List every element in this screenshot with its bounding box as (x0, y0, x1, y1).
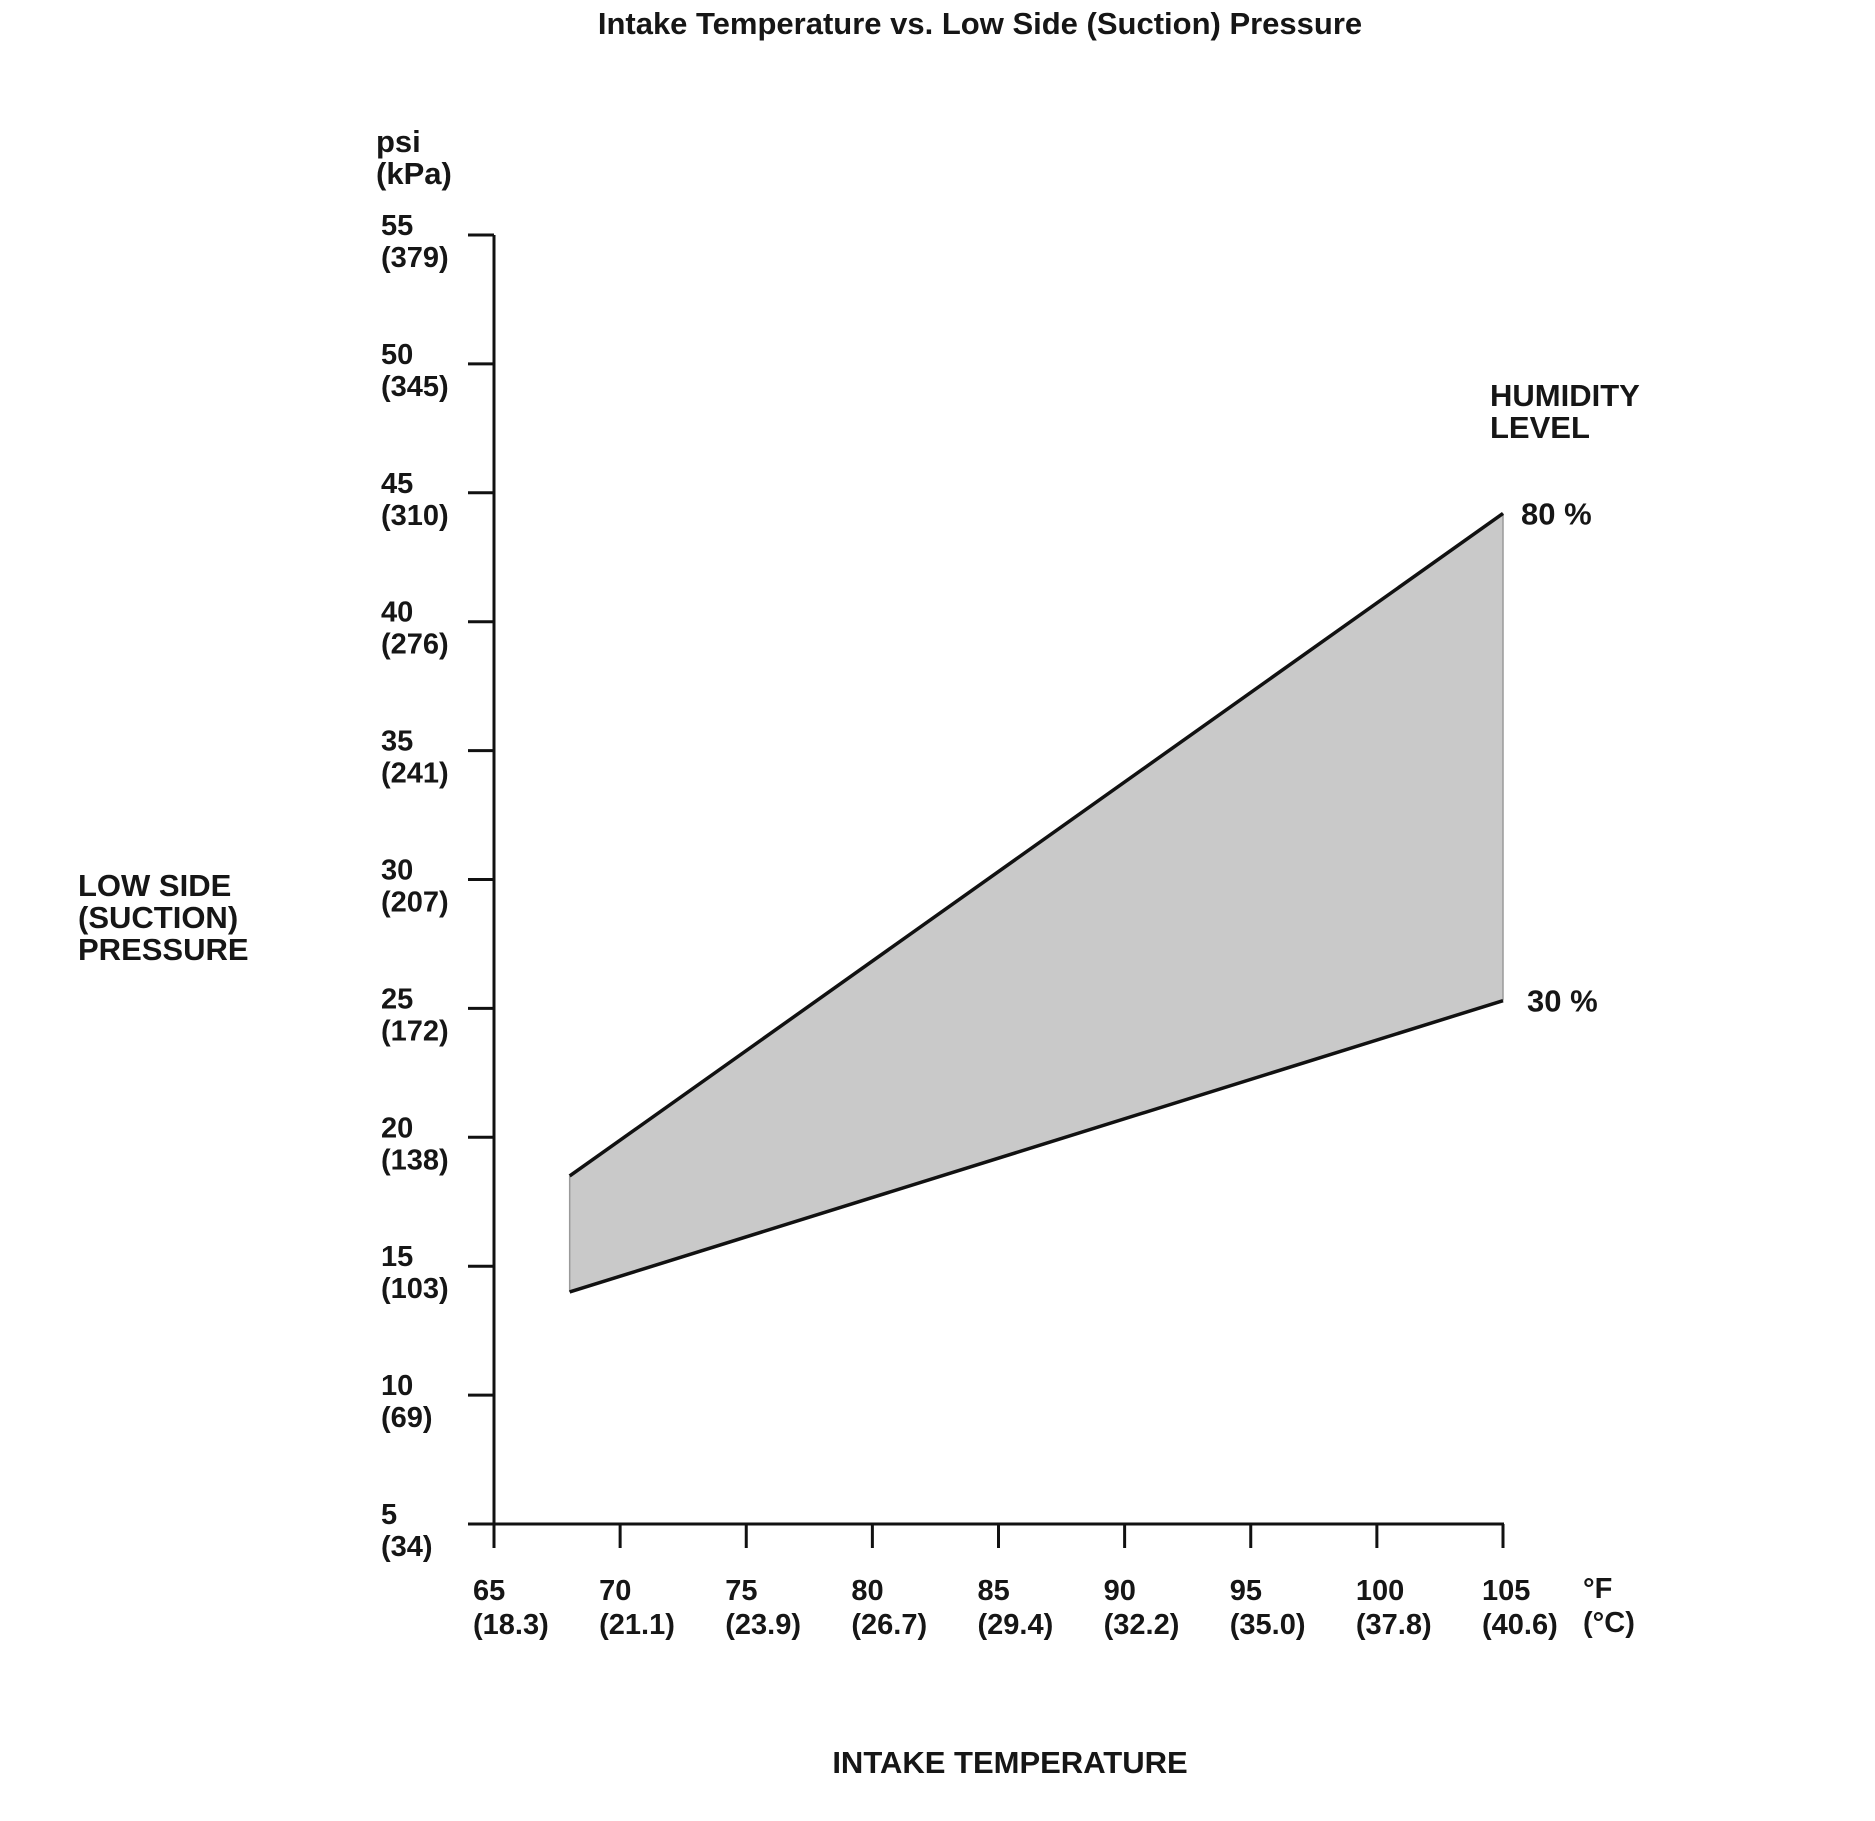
chart-title: Intake Temperature vs. Low Side (Suction) Pressure (597, 6, 1363, 41)
x-tick-sublabel-70: (21.1) (599, 1609, 675, 1641)
x-unit-line-1: °F (1583, 1573, 1613, 1605)
y-tick-sublabel-15: (103) (381, 1273, 449, 1306)
y-tick-label-20: 20 (381, 1112, 414, 1145)
y-tick-sublabel-40: (276) (381, 628, 449, 661)
x-tick-label-85: 85 (977, 1575, 1010, 1607)
y-tick-sublabel-5: (34) (381, 1531, 433, 1563)
legend-title-line-1: HUMIDITY (1490, 378, 1640, 413)
y-tick-label-55: 55 (381, 210, 414, 242)
y-tick-label-50: 50 (381, 338, 414, 371)
x-tick-sublabel-90: (32.2) (1103, 1609, 1180, 1641)
y-tick-sublabel-10: (69) (381, 1402, 433, 1435)
y-tick-label-30: 30 (381, 854, 414, 887)
x-tick-label-95: 95 (1229, 1575, 1263, 1607)
y-tick-sublabel-35: (241) (381, 757, 449, 790)
x-tick-sublabel-95: (35.0) (1229, 1609, 1306, 1641)
y-tick-label-35: 35 (381, 725, 414, 758)
y-tick-label-10: 10 (381, 1370, 414, 1403)
x-tick-label-90: 90 (1103, 1575, 1136, 1607)
y-tick-sublabel-25: (172) (381, 1015, 449, 1048)
y-tick-sublabel-30: (207) (381, 886, 449, 919)
x-tick-label-75: 75 (725, 1575, 758, 1607)
y-axis-label-line-1: LOW SIDE (78, 868, 232, 903)
humidity-band (570, 513, 1503, 1292)
y-tick-sublabel-20: (138) (381, 1144, 449, 1177)
x-unit-line-2: (°C) (1583, 1607, 1635, 1639)
y-tick-label-40: 40 (381, 596, 414, 629)
x-tick-label-80: 80 (851, 1575, 884, 1607)
y-tick-label-5: 5 (381, 1499, 398, 1531)
x-tick-label-65: 65 (473, 1575, 506, 1607)
x-tick-sublabel-80: (26.7) (851, 1609, 928, 1641)
y-axis-label-line-2: (SUCTION) (78, 900, 239, 935)
series-label-80-percent: 80 % (1521, 496, 1592, 532)
y-axis-label-line-3: PRESSURE (78, 932, 249, 967)
x-axis-label: INTAKE TEMPERATURE (832, 1745, 1188, 1780)
y-tick-sublabel-45: (310) (381, 499, 449, 532)
y-tick-sublabel-50: (345) (381, 370, 449, 403)
y-tick-label-15: 15 (381, 1241, 414, 1274)
x-tick-label-100: 100 (1355, 1575, 1405, 1607)
series-label-30-percent: 30 % (1527, 983, 1598, 1019)
x-tick-sublabel-65: (18.3) (473, 1609, 549, 1641)
y-tick-label-45: 45 (381, 467, 414, 500)
x-tick-sublabel-105: (40.6) (1482, 1609, 1558, 1641)
x-tick-sublabel-100: (37.8) (1355, 1609, 1432, 1641)
y-unit-line-2: (kPa) (376, 156, 452, 191)
x-tick-sublabel-75: (23.9) (725, 1609, 802, 1641)
x-tick-label-105: 105 (1482, 1575, 1531, 1607)
y-unit-line-1: psi (376, 124, 421, 159)
x-tick-sublabel-85: (29.4) (977, 1609, 1054, 1641)
y-tick-sublabel-55: (379) (381, 242, 449, 274)
legend-title-line-2: LEVEL (1490, 410, 1590, 445)
x-tick-label-70: 70 (599, 1575, 632, 1607)
y-tick-label-25: 25 (381, 983, 414, 1016)
